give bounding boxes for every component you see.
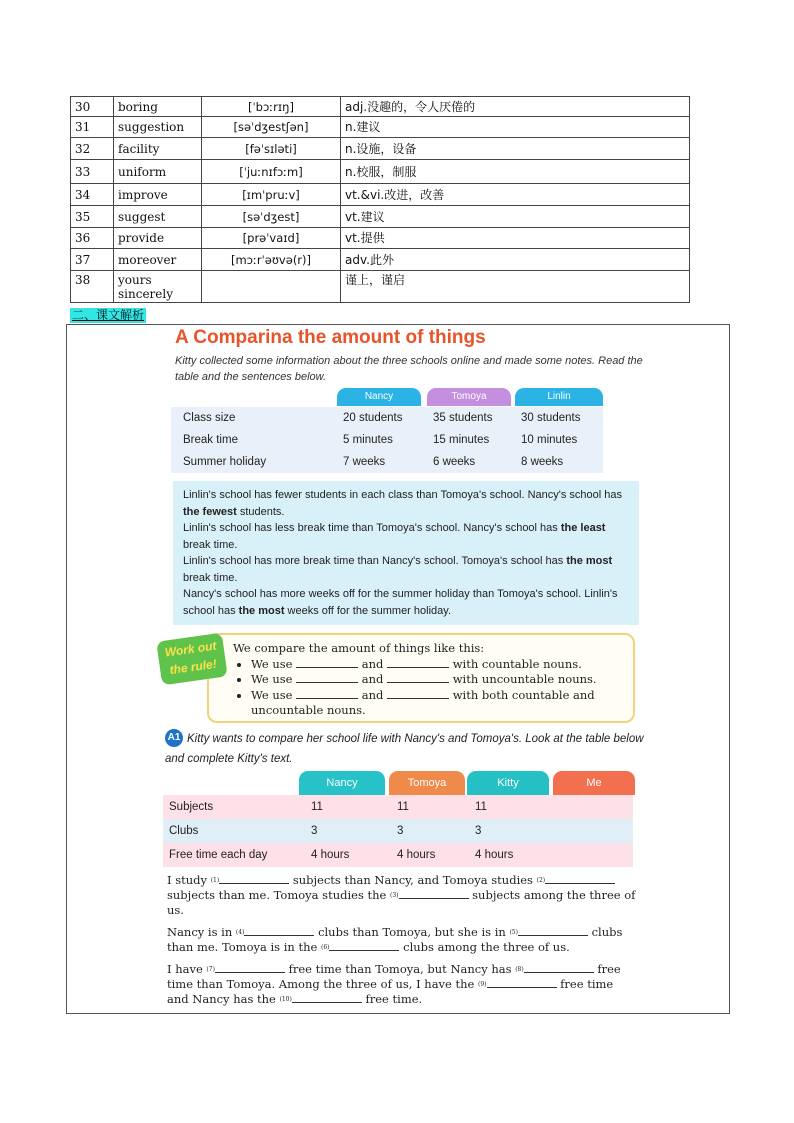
rule-text: and bbox=[361, 687, 384, 702]
answer-blank[interactable] bbox=[518, 925, 588, 936]
sentence bbox=[183, 553, 633, 586]
table-header-nancy: Nancy bbox=[299, 771, 385, 795]
text: clubs among the three of us. bbox=[403, 940, 570, 954]
cell-value: 3 bbox=[397, 825, 404, 837]
table-row bbox=[171, 429, 603, 451]
fill-in-text bbox=[167, 873, 637, 1014]
blank-number: (1) bbox=[210, 877, 220, 884]
word-number: 32 bbox=[71, 138, 114, 160]
meaning: vt.提供 bbox=[341, 228, 690, 249]
rule-text: We use bbox=[251, 656, 293, 671]
word: facility bbox=[114, 138, 202, 160]
cell-value: 4 hours bbox=[311, 849, 350, 861]
row-label: Break time bbox=[183, 434, 238, 446]
rule-text: and bbox=[361, 656, 384, 671]
answer-blank[interactable] bbox=[292, 992, 362, 1003]
table-row bbox=[71, 228, 690, 249]
text: clubs than Tomoya, but she is in bbox=[318, 925, 506, 939]
table-header-linlin: Linlin bbox=[515, 388, 603, 406]
vocabulary-table bbox=[70, 96, 690, 303]
word-number: 36 bbox=[71, 228, 114, 249]
sentence bbox=[183, 487, 633, 520]
section-heading: 二、课文解析 bbox=[72, 308, 145, 322]
paragraph bbox=[167, 962, 637, 1007]
answer-blank[interactable] bbox=[296, 672, 358, 683]
highlight-word: the most bbox=[238, 604, 285, 617]
word-number: 33 bbox=[71, 160, 114, 184]
a1-badge: A1 bbox=[165, 729, 183, 747]
rule-item bbox=[251, 688, 623, 719]
sentence-text: Linlin's school has less break time than Tomoya's school. Nancy's school has bbox=[183, 522, 561, 534]
cell-value: 10 minutes bbox=[521, 434, 578, 446]
cell-value: 11 bbox=[397, 801, 409, 813]
table-row bbox=[163, 795, 633, 819]
work-out-rule-box bbox=[207, 633, 635, 723]
badge-text: Work out bbox=[163, 638, 218, 660]
rule-item bbox=[251, 672, 623, 688]
cell-value: 11 bbox=[311, 801, 323, 813]
comparison-table bbox=[171, 407, 603, 473]
meaning: n.校服，制服 bbox=[341, 160, 690, 184]
word-number: 30 bbox=[71, 97, 114, 117]
phonetic: [prəˈvaɪd] bbox=[202, 228, 341, 249]
table-row bbox=[71, 160, 690, 184]
rule-intro: We compare the amount of things like this: bbox=[233, 641, 485, 655]
phonetic: [fəˈsɪləti] bbox=[202, 138, 341, 160]
table-row bbox=[71, 117, 690, 138]
word: moreover bbox=[114, 249, 202, 271]
answer-blank[interactable] bbox=[524, 962, 594, 973]
sentence bbox=[183, 586, 633, 619]
word: suggest bbox=[114, 206, 202, 228]
lesson-intro: Kitty collected some information about the three schools online and made some notes. Read the table and the sentences below. bbox=[175, 355, 643, 383]
phonetic: [ˈbɔːrɪŋ] bbox=[202, 97, 341, 117]
cell-value: 6 weeks bbox=[433, 456, 476, 468]
word-number: 34 bbox=[71, 184, 114, 206]
rule-text: We use bbox=[251, 672, 293, 686]
sentence-text: Linlin's school has fewer students in each class than Tomoya's school. Nancy's school has bbox=[183, 489, 622, 501]
cell-value: 20 students bbox=[343, 412, 403, 424]
row-label: Summer holiday bbox=[183, 456, 267, 468]
word-number: 31 bbox=[71, 117, 114, 138]
work-out-rule-badge bbox=[156, 633, 227, 686]
row-label: Class size bbox=[183, 412, 236, 424]
blank-number: (4) bbox=[235, 929, 245, 936]
badge-text: the rule! bbox=[168, 656, 218, 678]
word-number: 38 bbox=[71, 271, 114, 303]
text: I study bbox=[167, 873, 207, 887]
text: free time. bbox=[365, 992, 423, 1006]
text: subjects than Nancy, and Tomoya studies bbox=[292, 873, 533, 887]
answer-blank[interactable] bbox=[487, 977, 557, 988]
answer-blank[interactable] bbox=[215, 962, 285, 973]
answer-blank[interactable] bbox=[545, 873, 615, 884]
comparison-table bbox=[163, 795, 633, 867]
sentence-text: weeks off for the summer holiday. bbox=[284, 604, 451, 617]
sentence-text: Nancy's school has more weeks off for the summer holiday than Tomoya's school. Linlin's school has bbox=[183, 588, 618, 617]
text: subjects among the three of us. bbox=[167, 888, 636, 917]
blank-number: (2) bbox=[536, 877, 546, 884]
cell-value: 5 minutes bbox=[343, 434, 393, 446]
highlight-word: the fewest bbox=[183, 505, 237, 518]
table-row bbox=[171, 451, 603, 473]
table-row bbox=[71, 184, 690, 206]
table-row bbox=[71, 138, 690, 160]
paragraph bbox=[167, 925, 637, 955]
cell-value: 11 bbox=[475, 801, 487, 813]
meaning: n.建议 bbox=[341, 117, 690, 138]
word: boring bbox=[114, 97, 202, 117]
blank-number: (3) bbox=[390, 892, 399, 899]
cell-value: 30 students bbox=[521, 412, 581, 424]
table-header-tomoya: Tomoya bbox=[427, 388, 511, 406]
blank-number: (6) bbox=[320, 944, 330, 951]
phonetic bbox=[202, 271, 341, 303]
rule-text: with both countable and uncountable nouns. bbox=[251, 687, 595, 717]
meaning: n.设施，设备 bbox=[341, 138, 690, 160]
a1-instruction: Kitty wants to compare her school life with Nancy's and Tomoya's. Look at the table below and complete Kitty's text. bbox=[165, 733, 644, 765]
table-header-kitty: Kitty bbox=[467, 771, 549, 795]
row-label: Subjects bbox=[169, 801, 214, 813]
text: I have bbox=[167, 962, 203, 976]
word: yours sincerely bbox=[114, 271, 202, 303]
rule-text: with uncountable nouns. bbox=[452, 672, 597, 686]
text: Nancy is in bbox=[167, 925, 233, 939]
cell-value: 35 students bbox=[433, 412, 493, 424]
rule-item bbox=[251, 657, 623, 673]
textbook-page bbox=[66, 324, 730, 1014]
table-row bbox=[71, 249, 690, 271]
text: free time than Tomoya, but Nancy has bbox=[288, 962, 512, 976]
paragraph bbox=[167, 873, 637, 918]
sentence-text: Linlin's school has more break time than Nancy's school. Tomoya's school has bbox=[183, 555, 567, 567]
rule-text: We use bbox=[251, 687, 293, 702]
meaning: adv.此外 bbox=[341, 249, 690, 271]
answer-blank[interactable] bbox=[244, 925, 314, 936]
table-row bbox=[163, 819, 633, 843]
blank-number: (7) bbox=[206, 966, 215, 973]
text: clubs than me. Tomoya is in the bbox=[167, 925, 623, 954]
answer-blank[interactable] bbox=[329, 940, 399, 951]
table-row bbox=[71, 271, 690, 303]
cell-value: 7 weeks bbox=[343, 456, 386, 468]
table-header-nancy: Nancy bbox=[337, 388, 421, 406]
answer-blank[interactable] bbox=[387, 672, 449, 683]
meaning: adj.没趣的，令人厌倦的 bbox=[341, 97, 690, 117]
sentence-text: break time. bbox=[183, 538, 238, 551]
answer-blank[interactable] bbox=[296, 688, 358, 699]
highlight-word: the least bbox=[560, 522, 606, 534]
phonetic: [ɪmˈpruːv] bbox=[202, 184, 341, 206]
example-sentences bbox=[173, 481, 639, 625]
meaning: vt.建议 bbox=[341, 206, 690, 228]
row-label: Free time each day bbox=[169, 849, 268, 861]
word: provide bbox=[114, 228, 202, 249]
meaning: vt.&vi.改进，改善 bbox=[341, 184, 690, 206]
blank-number: (10) bbox=[279, 996, 292, 1003]
text: subjects than me. Tomoya studies the bbox=[167, 888, 387, 902]
cell-value: 3 bbox=[311, 825, 318, 837]
table-header-me: Me bbox=[553, 771, 635, 795]
answer-blank[interactable] bbox=[399, 888, 469, 899]
table-row bbox=[163, 843, 633, 867]
table-row bbox=[71, 206, 690, 228]
sentence-text: students. bbox=[236, 505, 285, 518]
cell-value: 15 minutes bbox=[433, 434, 490, 446]
word-number: 35 bbox=[71, 206, 114, 228]
meaning: 谨上，谨启 bbox=[341, 271, 690, 303]
blank-number: (8) bbox=[515, 966, 524, 973]
cell-value: 4 hours bbox=[475, 849, 514, 861]
table-row bbox=[171, 407, 603, 429]
lesson-title: A Comparina the amount of things bbox=[175, 327, 486, 348]
text: free time than Tomoya. Among the three of us, I have the bbox=[167, 962, 621, 991]
answer-blank[interactable] bbox=[387, 688, 449, 699]
phonetic: [ˈjuːnɪfɔːm] bbox=[202, 160, 341, 184]
answer-blank[interactable] bbox=[387, 657, 449, 668]
row-label: Clubs bbox=[169, 825, 199, 837]
table-header-tomoya: Tomoya bbox=[389, 771, 465, 795]
sentence-text: break time. bbox=[183, 571, 238, 584]
rule-text: with countable nouns. bbox=[452, 656, 582, 671]
blank-number: (5) bbox=[509, 929, 518, 936]
word: uniform bbox=[114, 160, 202, 184]
sentence bbox=[183, 520, 633, 553]
highlight-word: the most bbox=[566, 555, 613, 567]
phonetic: [səˈdʒestʃən] bbox=[202, 117, 341, 138]
rule-text: and bbox=[361, 672, 384, 686]
word: improve bbox=[114, 184, 202, 206]
word-number: 37 bbox=[71, 249, 114, 271]
cell-value: 4 hours bbox=[397, 849, 436, 861]
cell-value: 3 bbox=[475, 825, 482, 837]
answer-blank[interactable] bbox=[296, 657, 358, 668]
blank-number: (9) bbox=[478, 981, 487, 988]
phonetic: [mɔːrˈəʊvə(r)] bbox=[202, 249, 341, 271]
table-row bbox=[71, 97, 690, 117]
text: free time and Nancy has the bbox=[167, 977, 614, 1006]
cell-value: 8 weeks bbox=[521, 456, 564, 468]
phonetic: [səˈdʒest] bbox=[202, 206, 341, 228]
word: suggestion bbox=[114, 117, 202, 138]
answer-blank[interactable] bbox=[219, 873, 289, 884]
